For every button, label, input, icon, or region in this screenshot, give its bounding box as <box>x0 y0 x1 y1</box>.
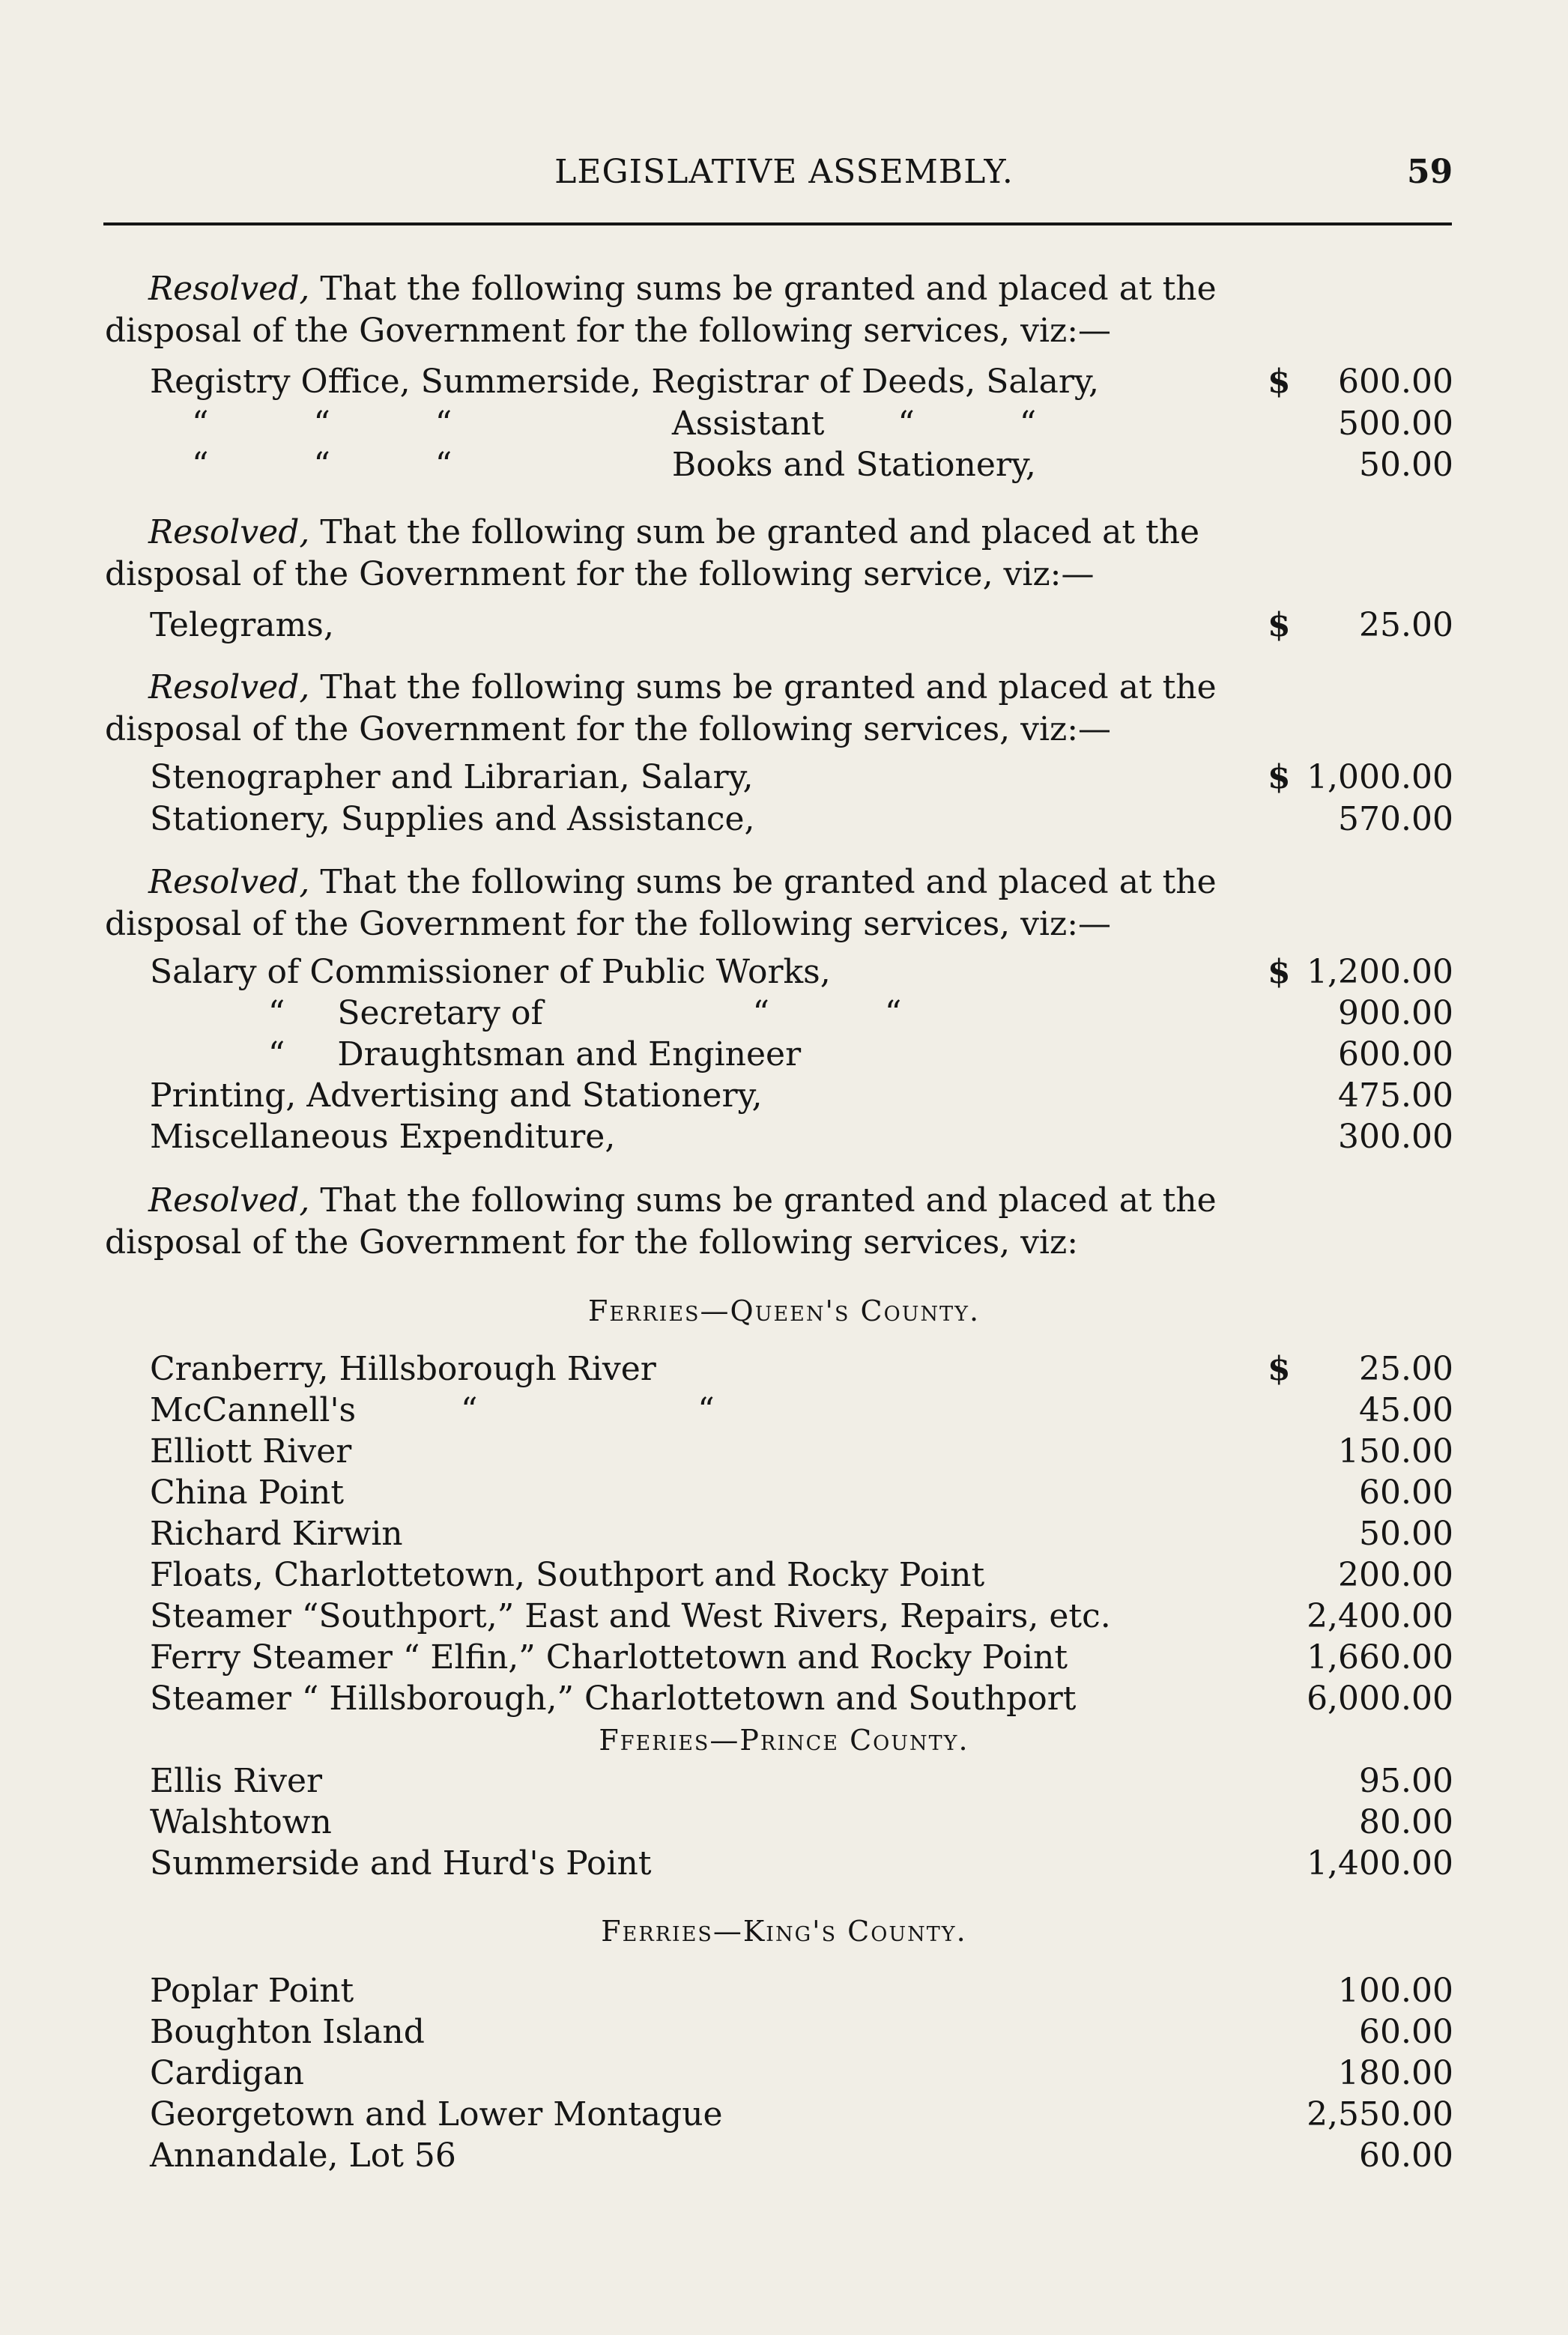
item-amount: 25.00 <box>1359 1350 1453 1388</box>
resolution-text-line: That the following sums be granted and placed at the <box>320 270 1217 308</box>
section-heading-prince-county: Fferies—Prince County. <box>599 1724 969 1757</box>
line-item <box>150 2011 1453 2053</box>
resolution-text-line: disposal of the Government for the following service, viz:— <box>105 555 1095 593</box>
section-heading-kings-county: Ferries—King's County. <box>601 1915 967 1948</box>
line-item <box>150 1431 1453 1473</box>
resolved-label: Resolved, <box>148 1181 310 1220</box>
item-label: Richard Kirwin <box>150 1515 403 1553</box>
resolution-paragraph <box>105 512 1259 596</box>
line-item <box>150 1760 1453 1802</box>
item-amount: 1,400.00 <box>1307 1844 1453 1883</box>
item-label: Georgetown and Lower Montague <box>150 2095 723 2133</box>
item-amount: 45.00 <box>1359 1391 1453 1429</box>
line-item <box>150 1637 1453 1679</box>
item-label: Elliott River <box>150 1432 352 1471</box>
line-item <box>150 444 1453 486</box>
line-item <box>150 403 1453 445</box>
page-number: 59 <box>1407 153 1453 191</box>
item-amount: 2,550.00 <box>1307 2095 1453 2133</box>
resolution-text-line: That the following sum be granted and placed at the <box>320 513 1200 551</box>
item-amount: 80.00 <box>1359 1803 1453 1841</box>
line-item <box>150 1596 1453 1638</box>
item-label: Stenographer and Librarian, Salary, <box>150 758 754 796</box>
section-heading-queens-county: Ferries—Queen's County. <box>587 1294 981 1327</box>
item-amount: 475.00 <box>1338 1076 1453 1115</box>
resolution-text-line: disposal of the Government for the following services, viz:— <box>105 710 1112 748</box>
resolution-text-line: disposal of the Government for the following services, viz:— <box>105 905 1112 943</box>
item-amount: 570.00 <box>1338 800 1453 838</box>
item-label: Cardigan <box>150 2054 304 2092</box>
item-label: McCannell's “ “ <box>150 1391 715 1429</box>
item-amount: 600.00 <box>1338 363 1453 401</box>
line-item <box>150 1843 1453 1885</box>
resolved-label: Resolved, <box>148 513 310 551</box>
line-item <box>150 1678 1453 1720</box>
item-amount: 1,000.00 <box>1307 758 1453 796</box>
currency-symbol: $ <box>1268 606 1291 644</box>
resolution-text-line: That the following sums be granted and placed at the <box>320 668 1217 706</box>
item-label: Ellis River <box>150 1762 323 1800</box>
item-label: Steamer “ Hillsborough,” Charlottetown and Southport <box>150 1680 1077 1718</box>
item-label: Poplar Point <box>150 1972 354 2010</box>
item-label: Cranberry, Hillsborough River <box>150 1350 656 1388</box>
item-amount: 900.00 <box>1338 994 1453 1032</box>
resolution-text-line: disposal of the Government for the following services, viz:— <box>105 312 1112 350</box>
item-amount: 1,660.00 <box>1307 1638 1453 1677</box>
item-amount: 500.00 <box>1338 405 1453 443</box>
resolution-text-line: That the following sums be granted and placed at the <box>320 1181 1217 1220</box>
line-item <box>150 605 1453 646</box>
line-item <box>150 361 1453 403</box>
item-label: “ Secretary of “ “ <box>195 994 902 1032</box>
item-label: Registry Office, Summerside, Registrar of Deeds, Salary, <box>150 363 1099 401</box>
currency-symbol: $ <box>1268 363 1291 401</box>
item-label: Printing, Advertising and Stationery, <box>150 1076 763 1115</box>
line-item <box>150 1348 1453 1390</box>
item-amount: 6,000.00 <box>1307 1680 1453 1718</box>
item-amount: 600.00 <box>1338 1035 1453 1073</box>
line-item <box>150 2094 1453 2136</box>
line-item <box>150 951 1453 993</box>
line-item <box>150 2135 1453 2177</box>
currency-symbol: $ <box>1268 758 1291 796</box>
item-amount: 25.00 <box>1359 606 1453 644</box>
item-amount: 60.00 <box>1359 1474 1453 1512</box>
line-item <box>150 1390 1453 1432</box>
item-label: Summerside and Hurd's Point <box>150 1844 652 1883</box>
item-label: Stationery, Supplies and Assistance, <box>150 800 755 838</box>
resolution-text-line: That the following sums be granted and placed at the <box>320 863 1217 901</box>
item-label: Steamer “Southport,” East and West Rivers, Repairs, etc. <box>150 1597 1111 1635</box>
item-label: Walshtown <box>150 1803 332 1841</box>
resolved-label: Resolved, <box>148 863 310 901</box>
item-amount: 1,200.00 <box>1307 953 1453 991</box>
currency-symbol: $ <box>1268 953 1291 991</box>
line-item <box>150 1513 1453 1555</box>
line-item <box>150 1075 1453 1117</box>
line-item <box>150 757 1453 799</box>
item-amount: 95.00 <box>1359 1762 1453 1800</box>
line-item <box>150 1116 1453 1158</box>
item-amount: 300.00 <box>1338 1118 1453 1156</box>
item-amount: 50.00 <box>1359 446 1453 484</box>
resolved-label: Resolved, <box>148 270 310 308</box>
item-amount: 50.00 <box>1359 1515 1453 1553</box>
line-item <box>150 1034 1453 1076</box>
item-label: China Point <box>150 1474 345 1512</box>
item-amount: 150.00 <box>1338 1432 1453 1471</box>
item-label: “ “ “ Assistant “ “ <box>192 405 1037 443</box>
item-label: “ Draughtsman and Engineer <box>195 1035 802 1073</box>
line-item <box>150 1472 1453 1514</box>
line-item <box>150 993 1453 1035</box>
item-label: Salary of Commissioner of Public Works, <box>150 953 831 991</box>
currency-symbol: $ <box>1268 1350 1291 1388</box>
resolution-text-line: disposal of the Government for the following services, viz: <box>105 1223 1079 1262</box>
item-amount: 100.00 <box>1338 1972 1453 2010</box>
item-label: Floats, Charlottetown, Southport and Rocky Point <box>150 1556 985 1594</box>
item-label: Ferry Steamer “ Elfin,” Charlottetown and Rocky Point <box>150 1638 1068 1677</box>
resolved-label: Resolved, <box>148 668 310 706</box>
item-label: “ “ “ Books and Stationery, <box>192 446 1036 484</box>
item-amount: 2,400.00 <box>1307 1597 1453 1635</box>
item-label: Miscellaneous Expenditure, <box>150 1118 616 1156</box>
line-item <box>150 1554 1453 1596</box>
line-item <box>150 1970 1453 2012</box>
line-item <box>150 1802 1453 1844</box>
resolution-paragraph <box>105 667 1259 751</box>
resolution-paragraph <box>105 268 1259 352</box>
line-item <box>150 799 1453 841</box>
resolution-paragraph <box>105 1180 1259 1264</box>
page-header-title: LEGISLATIVE ASSEMBLY. <box>554 153 1014 191</box>
item-label: Boughton Island <box>150 2013 425 2051</box>
resolution-paragraph <box>105 861 1259 945</box>
item-amount: 180.00 <box>1338 2054 1453 2092</box>
item-amount: 200.00 <box>1338 1556 1453 1594</box>
header-rule <box>103 222 1452 225</box>
item-label: Telegrams, <box>150 606 334 644</box>
item-amount: 60.00 <box>1359 2013 1453 2051</box>
item-amount: 60.00 <box>1359 2136 1453 2175</box>
item-label: Annandale, Lot 56 <box>150 2136 456 2175</box>
line-item <box>150 2053 1453 2095</box>
